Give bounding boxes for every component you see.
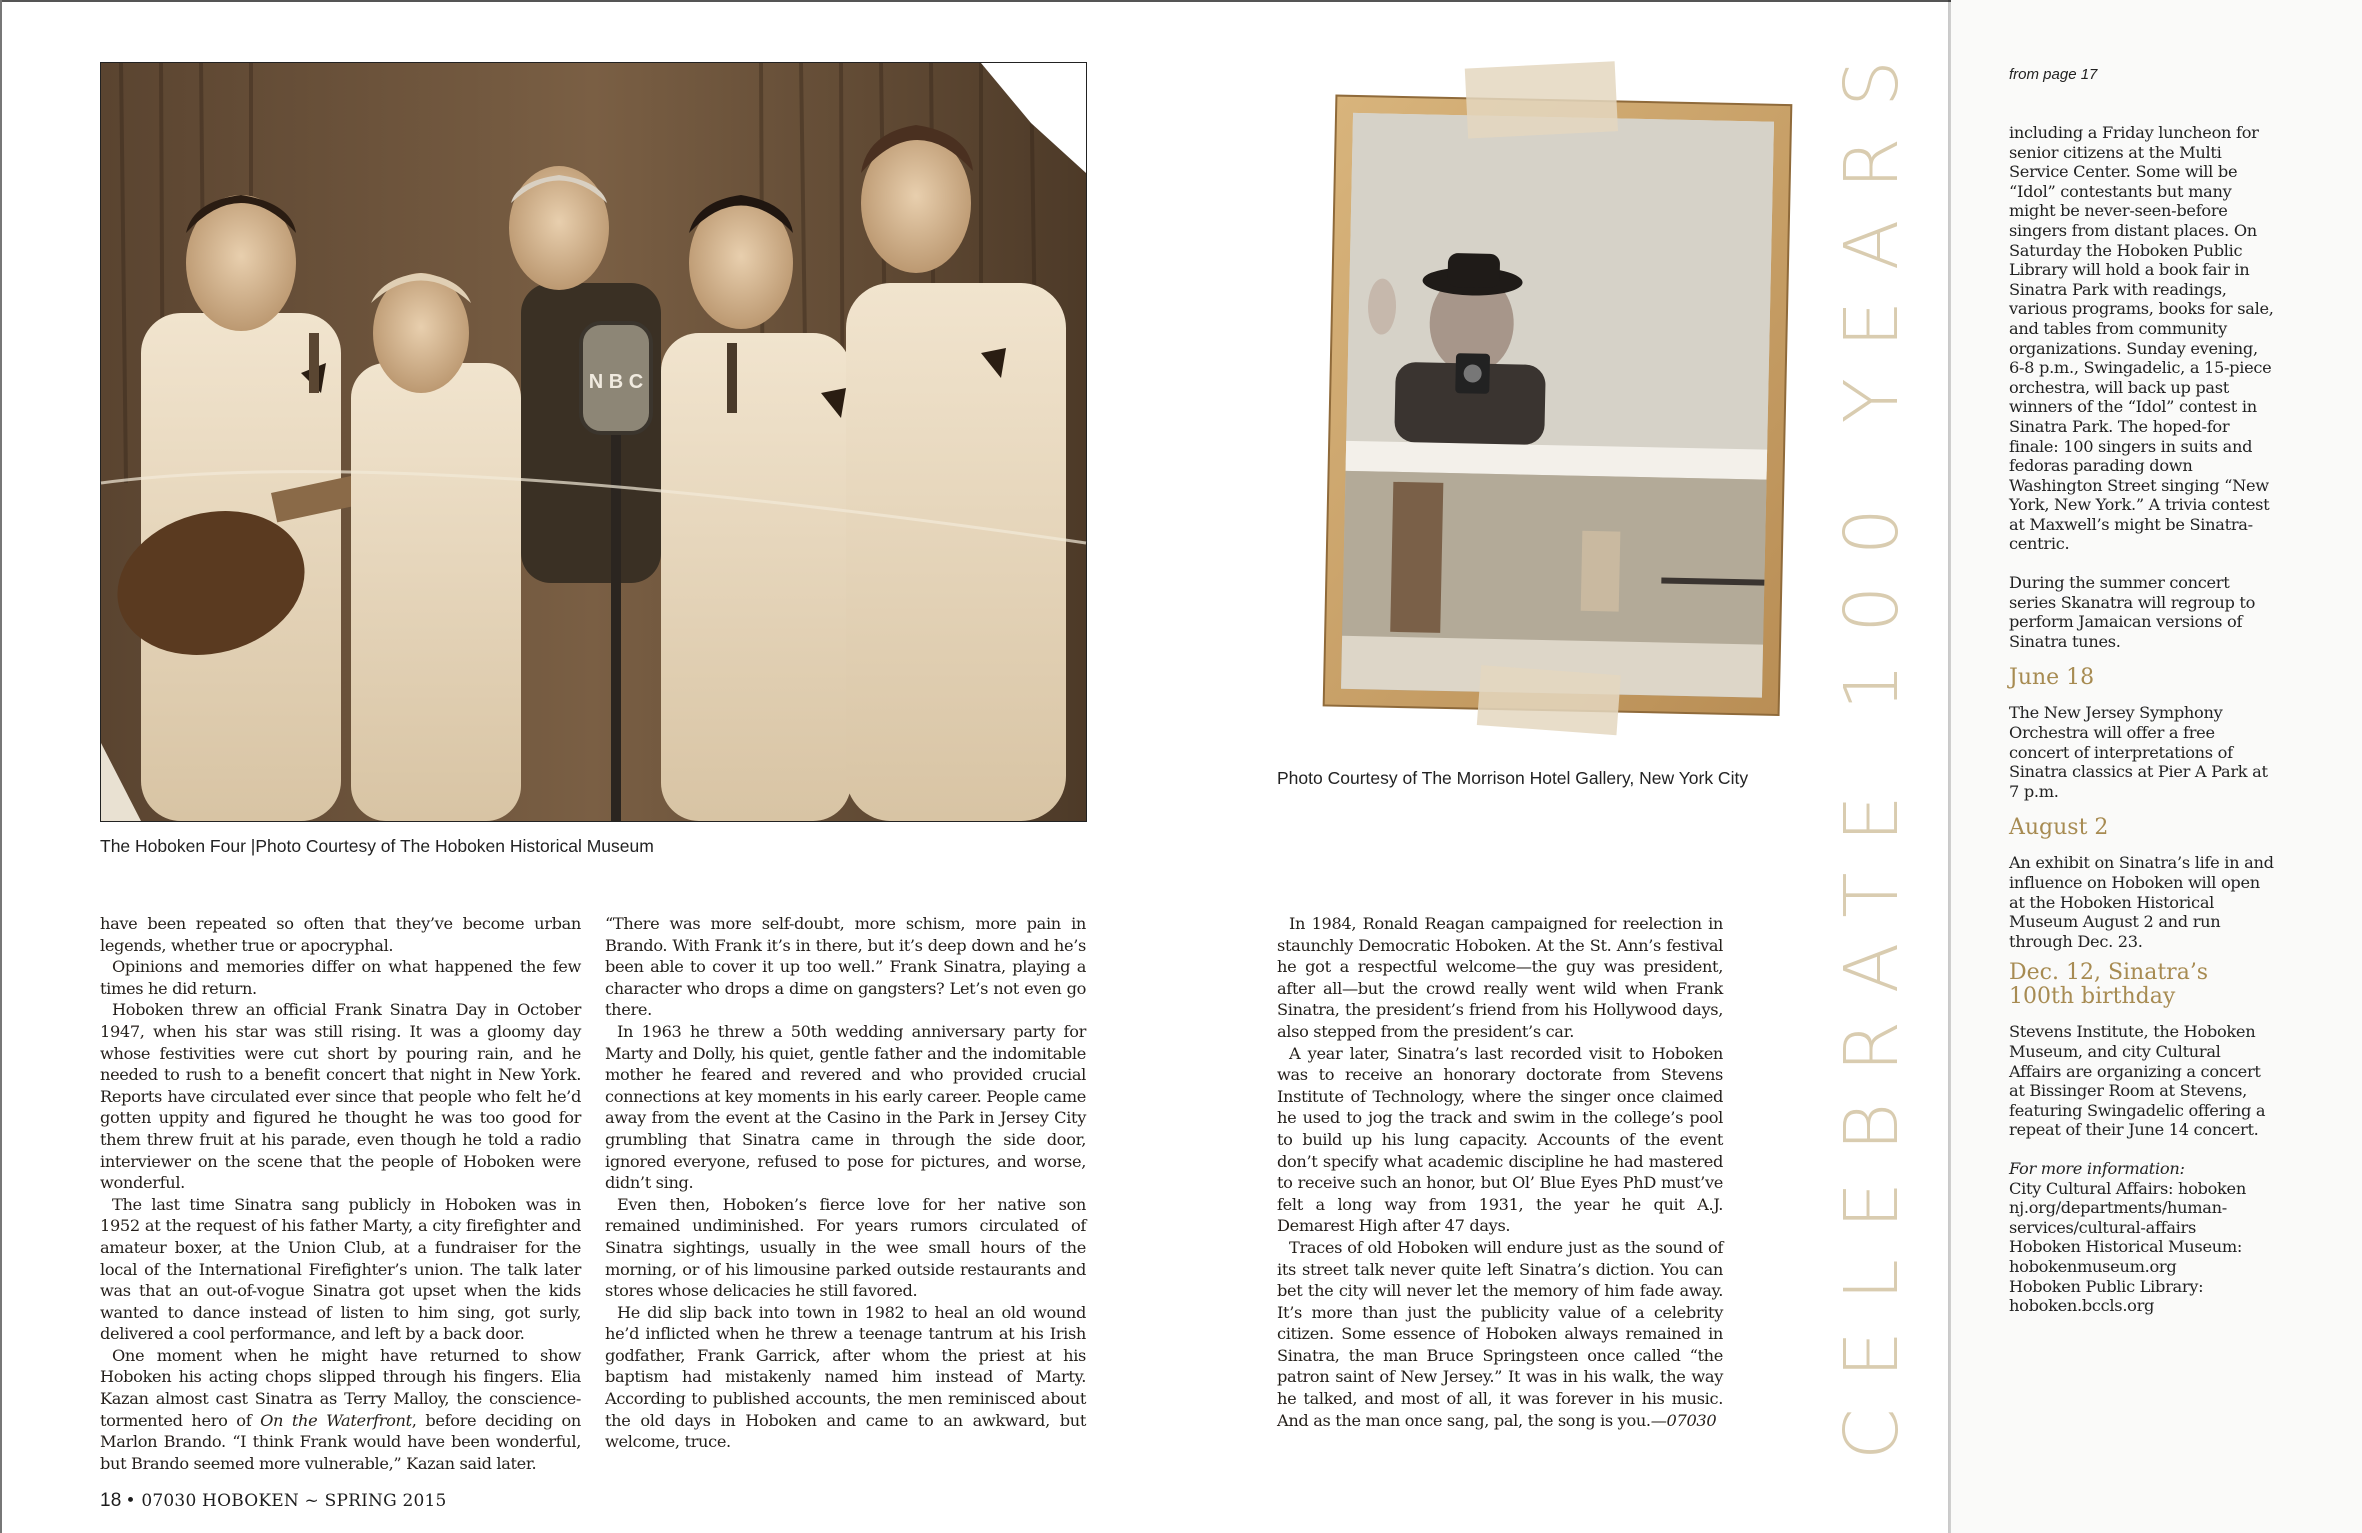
more-info-label: For more information: bbox=[2009, 1158, 2185, 1178]
paragraph: Hoboken threw an official Frank Sinatra Day in October 1947, when his star was still rising. It was a gloomy day whose festivities were cut short by pouring rain, and he needed to rush to a benefit concert that night in New York. Reports have circulated ever since that people who felt he’d gotten uppity and figured he thought he was too good for them threw fruit at his parade, even though he told a radio interviewer on the scene that the people of Hoboken were wonderful. bbox=[100, 1000, 581, 1193]
paragraph: “There was more self-doubt, more schism, more pain in Brando. With Frank it’s in there, but it’s deep down and he’s been able to cover it up too well.” Frank Sinatra, playing a character who drops a dime on gangsters? Let’s not even go there. bbox=[605, 914, 1086, 1020]
publication-name: • 07030 HOBOKEN ~ SPRING 2015 bbox=[125, 1491, 447, 1511]
event-heading: June 18 bbox=[2009, 665, 2095, 691]
paragraph: He did slip back into town in 1982 to heal an old wound he’d inflicted when he threw a teenage tantrum at his Irish godfather, Frank Garrick, after whom the priest at his baptism had mistakenly named him instead of Marty. According to published accounts, the men reminisced about the old days in Hoboken and came to an awkward, but welcome, truce. bbox=[605, 1302, 1086, 1452]
paragraph: Even then, Hoboken’s fierce love for her native son remained undiminished. For years rumors circulated of Sinatra sightings, usually in the wee small hours of the morning, or of his limousine parked outside restaurants and stores whose delicacies he still favored. bbox=[605, 1194, 1086, 1301]
events-sidebar bbox=[1951, 0, 2362, 1533]
paragraph: One moment when he might have returned to show Hoboken his acting chops slipped through his fingers. Elia Kazan almost cast Sinatra as Terry Malloy, the conscience-tormented hero of On the Waterfront, before deciding on Marlon Brando. “I think Frank would have been wonderful, but Brando seemed more vulnerable,” Kazan said later. bbox=[100, 1345, 581, 1473]
celebrate-banner bbox=[1829, 52, 1915, 1460]
film-title: On the Waterfront bbox=[260, 1410, 412, 1430]
more-info-line: nj.org/departments/human- bbox=[2009, 1198, 2227, 1218]
more-info-line: hoboken.bccls.org bbox=[2009, 1296, 2155, 1316]
young-sinatra-photo bbox=[1285, 55, 1805, 755]
event-text: An exhibit on Sinatra’s life in and influence on Hoboken will open at the Hoboken Historical Museum August 2 and run through Dec. 23. bbox=[2009, 853, 2274, 951]
nbc-mic-letters: N B C bbox=[588, 371, 644, 393]
left-border bbox=[0, 0, 2, 1533]
event-heading: Dec. 12, Sinatra’s 100th birthday bbox=[2009, 960, 2209, 1010]
article-column-1 bbox=[100, 913, 581, 1473]
sidebar-summer: During the summer concert series Skanatra will regroup to perform Jamaican versions of Sinatra tunes. bbox=[2009, 573, 2256, 651]
paragraph: Opinions and memories differ on what happened the few times he did return. bbox=[100, 957, 581, 998]
event-text: The New Jersey Symphony Orchestra will offer a free concert of interpretations of Sinatra classics at Pier A Park at 7 p.m. bbox=[2009, 703, 2268, 801]
paragraph: Traces of old Hoboken will endure just as the sound of its street talk never quite left Sinatra’s diction. You can bet the city will never let the memory of him fade away. It’s more than just the publicity value of a celebrity citizen. Some essence of Hoboken always remained in Sinatra, the man Bruce Springsteen once called “the patron saint of New Jersey.” It was in his walk, the way he talked, and most of all, it was forever in his music. And as the man once sang, pal, the song is you.—07030 bbox=[1277, 1237, 1723, 1430]
paragraph: In 1963 he threw a 50th wedding anniversary party for Marty and Dolly, his quiet, gentle father and the indomitable mother he feared and revered and who provided crucial connections at key moments in his early career. People came away from the event at the Casino in the Park in Jersey City grumbling that Sinatra came in through the side door, ignored everyone, refused to pose for pictures, and worse, didn’t sing. bbox=[605, 1021, 1086, 1193]
page-number: 18 bbox=[100, 1490, 122, 1511]
event-heading: August 2 bbox=[2009, 815, 2109, 841]
paragraph: have been repeated so often that they’ve become urban legends, whether true or apocryphal. bbox=[100, 914, 581, 955]
more-info-line: Hoboken Historical Museum: bbox=[2009, 1237, 2243, 1257]
hoboken-four-photo bbox=[100, 62, 1087, 822]
continued-from: from page 17 bbox=[2009, 66, 2098, 83]
more-info-line: Hoboken Public Library: bbox=[2009, 1276, 2204, 1296]
more-info-line: hobokenmuseum.org bbox=[2009, 1256, 2177, 1276]
more-info-line: services/cultural-affairs bbox=[2009, 1217, 2196, 1237]
article-column-2 bbox=[605, 913, 1086, 1453]
article-column-3 bbox=[1277, 913, 1723, 1453]
event-text: Stevens Institute, the Hoboken Museum, and city Cultural Affairs are organizing a concert at Bissinger Room at Stevens, featuring Swingadelic offering a repeat of their June 14 concert. bbox=[2009, 1022, 2266, 1140]
paragraph: The last time Sinatra sang publicly in Hoboken was in 1952 at the request of his father Marty, a city firefighter and amateur boxer, at the Union Club, at a fundraiser for the local of the International Firefighter’s union. The talk later was that an out-of-vogue Sinatra got upset when the kids wanted to dance instead of listen to him sing, got surly, delivered a cool performance, and left by a back door. bbox=[100, 1194, 581, 1344]
paragraph: A year later, Sinatra’s last recorded visit to Hoboken was to receive an honorary doctorate from Stevens Institute of Technology, where the singer once claimed he used to jog the track and swim in the college’s pool to build up his lung capacity. Accounts of the event don’t specify what academic discipline he had mastered to receive such an honor, but Ol’ Blue Eyes PhD must’ve felt a long way from 1931, the year he quit A.J. Demarest High after 47 days. bbox=[1277, 1043, 1723, 1236]
paragraph: In 1984, Ronald Reagan campaigned for reelection in staunchly Democratic Hoboken. At the St. Ann’s festival he got a respectful welcome—the guy was president, after all—but the crowd really went wild when Frank Sinatra, the president’s friend from his Hollywood days, also stepped from the president’s car. bbox=[1277, 914, 1723, 1041]
signoff: —07030 bbox=[1650, 1410, 1717, 1430]
sidebar-intro: including a Friday luncheon for senior citizens at the Multi Service Center. Some will be “Idol” contestants but many might be never-seen-before singers from distant places. On Saturday the Hoboken Public Library will hold a book fair in Sinatra Park with readings, various programs, books for sale, and tables from community organizations. Sunday evening, 6-8 p.m., Swingadelic, a 15-piece orchestra, will back up past winners of the “Idol” contest in Sinatra Park. The hoped-for finale: 100 singers in suits and fedoras parading down Washington Street singing “New York, New York.” A trivia contest at Maxwell’s might be Sinatra-centric. bbox=[2009, 123, 2274, 554]
banner-text: CELEBRATE 100 YEARS bbox=[1829, 60, 1915, 1460]
photo2-caption: Photo Courtesy of The Morrison Hotel Gallery, New York City bbox=[1277, 768, 1749, 788]
more-info-line: City Cultural Affairs: hoboken bbox=[2009, 1178, 2246, 1198]
photo1-caption: The Hoboken Four |Photo Courtesy of The Hoboken Historical Museum bbox=[100, 836, 654, 856]
page-folio bbox=[100, 1490, 447, 1512]
